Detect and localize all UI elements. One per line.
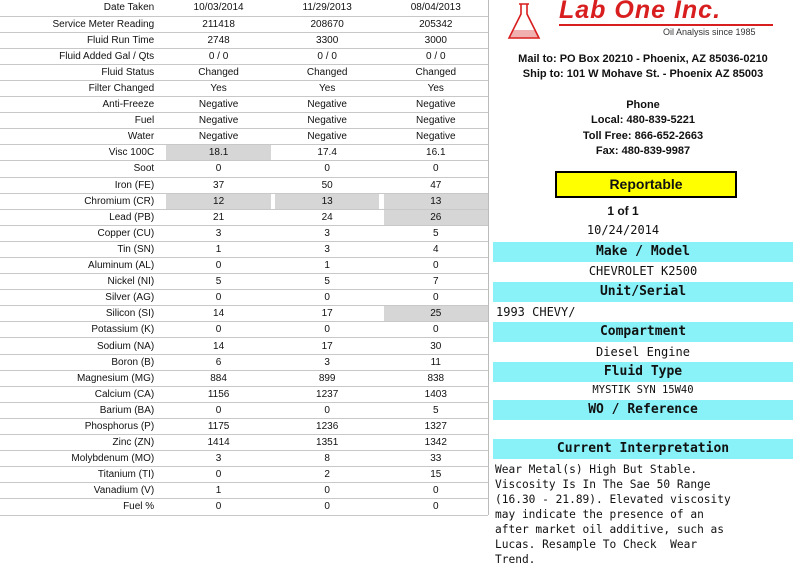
row-label: Fuel bbox=[134, 115, 155, 127]
sample-value-1: 884 bbox=[210, 372, 227, 384]
sample-value-2: 1351 bbox=[316, 437, 339, 449]
sample-value-3: 0 bbox=[433, 260, 439, 272]
sample-value-2: Yes bbox=[319, 83, 336, 95]
sample-value-1: 211418 bbox=[202, 18, 235, 30]
row-label: Copper (CU) bbox=[97, 227, 155, 239]
sample-value-1: 1175 bbox=[207, 420, 230, 432]
sample-value-3: 16.1 bbox=[426, 147, 446, 159]
sample-value-1: 1414 bbox=[207, 437, 230, 449]
sample-value-3: 13 bbox=[384, 193, 488, 209]
row-label: Calcium (CA) bbox=[94, 388, 155, 400]
table-row bbox=[0, 193, 488, 209]
sample-value-3: 205342 bbox=[419, 18, 453, 30]
sample-value-1: 0 / 0 bbox=[208, 50, 229, 62]
sample-value-3: 11 bbox=[430, 356, 441, 368]
sample-value-2: 50 bbox=[321, 179, 333, 191]
sample-value-2: 1237 bbox=[316, 388, 339, 400]
row-label: Visc 100C bbox=[108, 147, 155, 159]
sample-value-2: Changed bbox=[306, 66, 348, 78]
sample-value-3: 33 bbox=[430, 453, 442, 465]
row-label: Tin (SN) bbox=[117, 243, 155, 255]
lab-name: Lab One Inc. bbox=[559, 0, 722, 24]
phone-fax: Fax: 480-839-9987 bbox=[595, 145, 691, 157]
sample-value-1: 6 bbox=[215, 356, 222, 368]
sample-value-2: 3300 bbox=[316, 34, 339, 46]
table-row bbox=[0, 435, 488, 451]
row-label: Magnesium (MG) bbox=[76, 372, 155, 384]
sample-value-3: 838 bbox=[427, 372, 445, 384]
row-label: Anti-Freeze bbox=[102, 99, 155, 111]
lab-logo bbox=[493, 0, 793, 44]
table-row bbox=[0, 0, 488, 16]
interpretation-text: Wear Metal(s) High But Stable. Viscosity Is In The Sae 50 Range (16.30 - 21.89). Elevated viscosity may indicate the presence of an after market oil additive, such as Lucas. Resample To Check Wear Trend. bbox=[495, 463, 731, 566]
sample-value-1: 0 bbox=[215, 292, 222, 304]
sample-value-3: 1327 bbox=[424, 420, 447, 432]
sample-value-1: 14 bbox=[213, 340, 225, 352]
sample-value-1: 0 bbox=[215, 260, 222, 272]
table-row bbox=[0, 258, 488, 274]
table-row bbox=[0, 354, 488, 370]
divider bbox=[488, 0, 489, 515]
sample-value-2: 17 bbox=[321, 340, 333, 352]
sample-value-1: 0 bbox=[215, 501, 222, 513]
table-row bbox=[0, 64, 488, 80]
sample-value-3: 0 bbox=[433, 501, 439, 513]
row-label: Molybdenum (MO) bbox=[71, 453, 155, 465]
sample-value-3: 0 / 0 bbox=[426, 50, 446, 62]
sample-value-2: 0 bbox=[324, 292, 330, 304]
table-row bbox=[0, 241, 488, 257]
sample-value-1: Negative bbox=[198, 99, 239, 111]
sample-value-3: 7 bbox=[433, 276, 439, 288]
report-panel bbox=[493, 0, 793, 568]
compartment-label: Compartment bbox=[493, 322, 793, 342]
phone-toll-free: Toll Free: 866-652-2663 bbox=[582, 130, 704, 142]
sample-value-1: 2748 bbox=[207, 34, 230, 46]
table-row bbox=[0, 145, 488, 161]
sample-value-3: 0 bbox=[433, 292, 439, 304]
table-row bbox=[0, 338, 488, 354]
wo-reference-label: WO / Reference bbox=[493, 400, 793, 420]
row-label: Chromium (CR) bbox=[84, 195, 155, 207]
sample-value-1: 3 bbox=[215, 453, 222, 465]
sample-value-3: 0 bbox=[433, 324, 439, 336]
sample-value-3: 5 bbox=[433, 227, 439, 239]
row-label: Fuel % bbox=[123, 501, 155, 513]
row-label: Fluid Added Gal / Qts bbox=[59, 50, 155, 62]
table-row bbox=[0, 209, 488, 225]
table-row bbox=[0, 290, 488, 306]
sample-value-3: 47 bbox=[430, 179, 442, 191]
table-row bbox=[0, 177, 488, 193]
sample-value-2: 208670 bbox=[310, 18, 344, 30]
lab-tagline: Oil Analysis since 1985 bbox=[663, 27, 756, 37]
row-label: Zinc (ZN) bbox=[112, 437, 155, 449]
sample-value-3: 0 bbox=[433, 163, 439, 175]
table-row bbox=[0, 16, 488, 32]
sample-value-1: Yes bbox=[210, 83, 227, 95]
row-label: Titanium (TI) bbox=[97, 469, 155, 481]
table-row bbox=[0, 451, 488, 467]
sample-value-2: 8 bbox=[324, 453, 330, 465]
sample-value-3: 30 bbox=[430, 340, 442, 352]
sample-value-2: 3 bbox=[324, 227, 330, 239]
phone-heading: Phone bbox=[626, 99, 660, 111]
row-label: Fluid Run Time bbox=[86, 34, 155, 46]
row-label: Aluminum (AL) bbox=[88, 260, 155, 272]
brand-rule bbox=[559, 24, 773, 26]
sample-value-2: 17.4 bbox=[317, 147, 337, 159]
table-row bbox=[0, 467, 488, 483]
sample-value-3: 0 bbox=[433, 485, 439, 497]
unit-serial-value: 1993 CHEVY/ bbox=[496, 305, 576, 319]
table-row bbox=[0, 129, 488, 145]
row-label: Boron (B) bbox=[111, 356, 155, 368]
sample-value-2: 3 bbox=[324, 356, 330, 368]
sample-value-1: 37 bbox=[213, 179, 225, 191]
interpretation-label: Current Interpretation bbox=[493, 439, 793, 459]
sample-value-2: 2 bbox=[324, 469, 330, 481]
sample-value-1: 1 bbox=[215, 485, 222, 497]
sample-value-2: 0 / 0 bbox=[317, 50, 337, 62]
sample-value-3: Negative bbox=[416, 99, 456, 111]
sample-value-3: Yes bbox=[427, 83, 444, 95]
sample-value-1: 14 bbox=[213, 308, 225, 320]
fluid-type-label: Fluid Type bbox=[493, 362, 793, 382]
sample-value-3: 25 bbox=[384, 306, 488, 322]
table-row bbox=[0, 225, 488, 241]
sample-value-1: 0 bbox=[215, 324, 222, 336]
sample-value-3: 15 bbox=[430, 469, 442, 481]
sample-value-1: 10/03/2014 bbox=[193, 2, 244, 14]
fluid-type-value: MYSTIK SYN 15W40 bbox=[592, 384, 694, 396]
row-label: Iron (FE) bbox=[114, 179, 155, 191]
table-row bbox=[0, 386, 488, 402]
sample-value-3: Negative bbox=[416, 115, 456, 127]
flask-icon bbox=[501, 2, 547, 42]
sample-value-1: Negative bbox=[198, 131, 239, 143]
unit-serial-label: Unit/Serial bbox=[493, 282, 793, 302]
table-row bbox=[0, 97, 488, 113]
sample-value-1: 18.1 bbox=[166, 145, 270, 161]
sample-value-2: 24 bbox=[321, 211, 333, 223]
sample-value-3: 4 bbox=[433, 243, 439, 255]
sample-value-1: 21 bbox=[213, 211, 225, 223]
table-row bbox=[0, 80, 488, 96]
sample-value-2: 13 bbox=[275, 193, 379, 209]
sample-value-2: 0 bbox=[324, 501, 330, 513]
row-label: Barium (BA) bbox=[99, 404, 155, 416]
sample-value-3: 1342 bbox=[424, 437, 447, 449]
sample-value-1: Negative bbox=[198, 115, 239, 127]
sample-value-1: 12 bbox=[166, 193, 270, 209]
sample-value-2: 0 bbox=[324, 404, 330, 416]
sample-value-1: 5 bbox=[215, 276, 222, 288]
sample-value-1: Changed bbox=[198, 66, 239, 78]
row-label: Lead (PB) bbox=[109, 211, 155, 223]
table-row bbox=[0, 499, 488, 515]
sample-value-3: 26 bbox=[384, 209, 488, 225]
row-label: Nickel (NI) bbox=[107, 276, 155, 288]
row-label: Service Meter Reading bbox=[52, 18, 155, 30]
table-row bbox=[0, 370, 488, 386]
row-label: Soot bbox=[133, 163, 155, 175]
row-label: Silicon (SI) bbox=[105, 308, 155, 320]
sample-value-2: Negative bbox=[307, 115, 347, 127]
ship-to: Ship to: 101 W Mohave St. - Phoenix AZ 85003 bbox=[522, 68, 764, 80]
sample-value-3: Changed bbox=[415, 66, 457, 78]
sample-value-3: 1403 bbox=[424, 388, 447, 400]
mail-to: Mail to: PO Box 20210 - Phoenix, AZ 85036-0210 bbox=[518, 53, 768, 65]
sample-value-2: 0 bbox=[324, 324, 330, 336]
sample-value-3: 3000 bbox=[424, 34, 447, 46]
table-row bbox=[0, 483, 488, 499]
make-model-value: CHEVROLET K2500 bbox=[588, 264, 698, 278]
row-label: Potassium (K) bbox=[91, 324, 155, 336]
page-indicator: 1 of 1 bbox=[607, 204, 639, 218]
row-label: Water bbox=[127, 131, 155, 143]
sample-value-2: 17 bbox=[321, 308, 333, 320]
sample-value-1: 0 bbox=[215, 469, 222, 481]
row-label: Sodium (NA) bbox=[96, 340, 155, 352]
sample-value-2: 1236 bbox=[316, 420, 339, 432]
row-label: Phosphorus (P) bbox=[84, 420, 155, 432]
table-row bbox=[0, 418, 488, 434]
sample-value-1: 0 bbox=[215, 163, 222, 175]
sample-value-3: 08/04/2013 bbox=[410, 2, 461, 14]
row-label: Filter Changed bbox=[88, 83, 155, 95]
table-row bbox=[0, 306, 488, 322]
sample-value-1: 1156 bbox=[207, 388, 230, 400]
table-row bbox=[0, 32, 488, 48]
sample-value-2: 11/29/2013 bbox=[302, 2, 352, 14]
sample-value-1: 3 bbox=[215, 227, 222, 239]
sample-value-2: 899 bbox=[318, 372, 336, 384]
table-row bbox=[0, 402, 488, 418]
sample-value-2: Negative bbox=[307, 99, 347, 111]
sample-value-2: 3 bbox=[324, 243, 330, 255]
sample-value-2: Negative bbox=[307, 131, 347, 143]
sample-value-2: 0 bbox=[324, 485, 330, 497]
sample-value-1: 0 bbox=[215, 404, 222, 416]
table-row bbox=[0, 161, 488, 177]
row-label: Vanadium (V) bbox=[93, 485, 155, 497]
table-row bbox=[0, 274, 488, 290]
sample-value-3: 5 bbox=[433, 404, 439, 416]
row-label: Fluid Status bbox=[101, 66, 155, 78]
sample-value-2: 1 bbox=[324, 260, 330, 272]
sample-value-2: 0 bbox=[324, 163, 330, 175]
sample-value-3: Negative bbox=[416, 131, 456, 143]
table-row bbox=[0, 322, 488, 338]
report-date: 10/24/2014 bbox=[586, 223, 660, 237]
compartment-value: Diesel Engine bbox=[596, 345, 690, 359]
row-label: Silver (AG) bbox=[105, 292, 155, 304]
status-badge: Reportable bbox=[555, 171, 737, 198]
make-model-label: Make / Model bbox=[493, 242, 793, 262]
phone-local: Local: 480-839-5221 bbox=[591, 114, 695, 126]
row-label: Date Taken bbox=[103, 2, 155, 14]
sample-value-1: 1 bbox=[215, 243, 222, 255]
table-row bbox=[0, 48, 488, 64]
sample-value-2: 5 bbox=[324, 276, 330, 288]
table-row bbox=[0, 113, 488, 129]
